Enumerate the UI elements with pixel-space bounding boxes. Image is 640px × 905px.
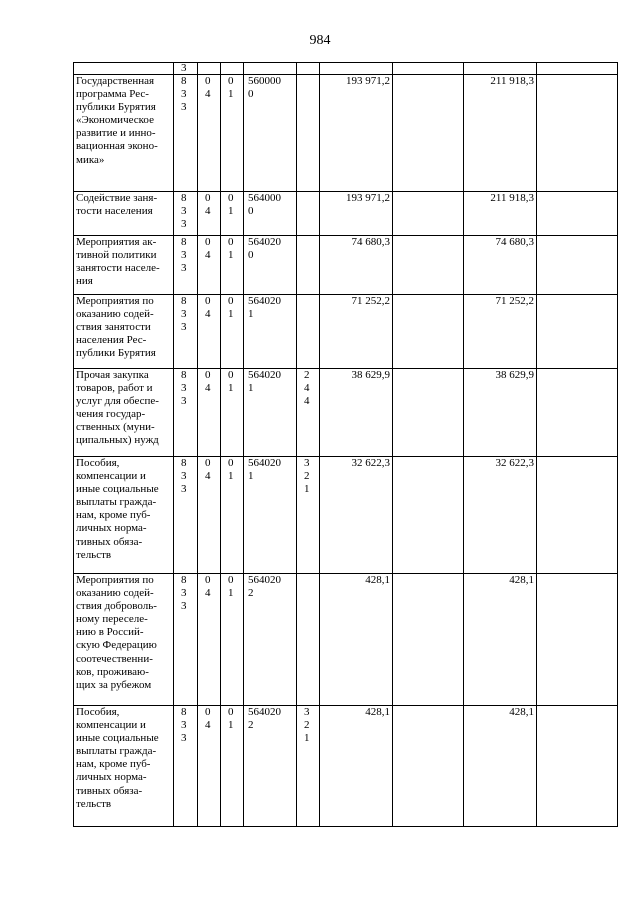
expense-type-cell xyxy=(297,236,320,295)
grbs-code-cell: 8 3 3 xyxy=(174,192,198,236)
amount-cell-1: 428,1 xyxy=(320,706,393,827)
amount-cell-1: 38 629,9 xyxy=(320,369,393,457)
table-row xyxy=(74,295,618,369)
table-row xyxy=(74,369,618,457)
amount-cell-1: 193 971,2 xyxy=(320,192,393,236)
item-name-cell: Мероприятия по оказанию содей- ствия занятости населения Рес- публики Бурятия xyxy=(74,295,174,369)
expense-type-cell: 3 2 1 xyxy=(297,457,320,574)
target-article-cell: 564020 0 xyxy=(244,236,297,295)
amount-cell-2 xyxy=(393,236,464,295)
table-row-continuation xyxy=(74,63,618,75)
amount-cell-3: 38 629,9 xyxy=(464,369,537,457)
grbs-code-cell: 8 3 3 xyxy=(174,706,198,827)
amount-cell-3: 211 918,3 xyxy=(464,75,537,192)
target-article-cell: 564000 0 xyxy=(244,192,297,236)
subsection-code-cell: 0 1 xyxy=(221,192,244,236)
amount-cell-4 xyxy=(537,236,618,295)
amount-cell-4 xyxy=(537,75,618,192)
subsection-code-cell: 0 1 xyxy=(221,295,244,369)
target-article-cell: 564020 1 xyxy=(244,457,297,574)
item-name-cell: Прочая закупка товаров, работ и услуг для обеспе- чения государ- ственных (муни- ципальных) нужд xyxy=(74,369,174,457)
amount-cell-2 xyxy=(393,574,464,706)
grbs-cell: 3 xyxy=(174,63,198,75)
subsection-code-cell: 0 1 xyxy=(221,75,244,192)
amount-cell-4 xyxy=(537,369,618,457)
amount-cell-1: 193 971,2 xyxy=(320,75,393,192)
amount-cell-3: 428,1 xyxy=(464,574,537,706)
grbs-code-cell: 8 3 3 xyxy=(174,236,198,295)
amount-cell-3: 74 680,3 xyxy=(464,236,537,295)
target-article-cell: 564020 1 xyxy=(244,369,297,457)
table-row xyxy=(74,236,618,295)
section-code-cell: 0 4 xyxy=(198,192,221,236)
grbs-code-cell: 8 3 3 xyxy=(174,457,198,574)
expense-type-cell: 3 2 1 xyxy=(297,706,320,827)
amount-cell-1: 74 680,3 xyxy=(320,236,393,295)
grbs-code-cell: 8 3 3 xyxy=(174,295,198,369)
table-row xyxy=(74,574,618,706)
grbs-code-cell: 8 3 3 xyxy=(174,369,198,457)
section-code-cell: 0 4 xyxy=(198,574,221,706)
amount-cell-2 xyxy=(393,369,464,457)
amount-cell-2 xyxy=(393,457,464,574)
amount-cell-2 xyxy=(393,192,464,236)
table-row xyxy=(74,706,618,827)
subsection-code-cell: 0 1 xyxy=(221,706,244,827)
target-article-cell: 560000 0 xyxy=(244,75,297,192)
target-article-cell: 564020 1 xyxy=(244,295,297,369)
item-name-cell: Пособия, компенсации и иные социальные выплаты гражда- нам, кроме пуб- личных норма- тивных обяза- тельств xyxy=(74,457,174,574)
subsection-code-cell: 0 1 xyxy=(221,369,244,457)
item-name-cell: Содействие заня- тости населения xyxy=(74,192,174,236)
table-row xyxy=(74,192,618,236)
amount-cell-4 xyxy=(537,574,618,706)
amount-cell-4 xyxy=(537,706,618,827)
expense-type-cell xyxy=(297,192,320,236)
subsection-code-cell: 0 1 xyxy=(221,574,244,706)
expense-type-cell: 2 4 4 xyxy=(297,369,320,457)
amount-cell-3: 32 622,3 xyxy=(464,457,537,574)
section-code-cell: 0 4 xyxy=(198,369,221,457)
amount-cell-4 xyxy=(537,457,618,574)
section-code-cell: 0 4 xyxy=(198,457,221,574)
amount-cell-1: 71 252,2 xyxy=(320,295,393,369)
amount-cell-4 xyxy=(537,295,618,369)
expense-type-cell xyxy=(297,574,320,706)
target-article-cell: 564020 2 xyxy=(244,706,297,827)
amount-cell-1: 32 622,3 xyxy=(320,457,393,574)
item-name-cell: Мероприятия по оказанию содей- ствия доброволь- ному переселе- нию в Россий- скую Федерацию соотечественни- ков, проживаю- щих за рубежом xyxy=(74,574,174,706)
amount-cell-3: 428,1 xyxy=(464,706,537,827)
page-number: 984 xyxy=(309,33,331,48)
item-name-cell: Пособия, компенсации и иные социальные выплаты гражда- нам, кроме пуб- личных норма- тивных обяза- тельств xyxy=(74,706,174,827)
amount-cell-2 xyxy=(393,706,464,827)
amount-cell-3: 71 252,2 xyxy=(464,295,537,369)
budget-table xyxy=(73,62,618,827)
amount-cell-2 xyxy=(393,75,464,192)
amount-cell-3: 211 918,3 xyxy=(464,192,537,236)
target-article-cell: 564020 2 xyxy=(244,574,297,706)
item-name-cell: Государственная программа Рес- публики Бурятия «Экономическое развитие и инно- вационная эконо- мика» xyxy=(74,75,174,192)
table-row xyxy=(74,457,618,574)
expense-type-cell xyxy=(297,75,320,192)
amount-cell-2 xyxy=(393,295,464,369)
section-code-cell: 0 4 xyxy=(198,236,221,295)
section-code-cell: 0 4 xyxy=(198,706,221,827)
amount-cell-1: 428,1 xyxy=(320,574,393,706)
subsection-code-cell: 0 1 xyxy=(221,457,244,574)
amount-cell-4 xyxy=(537,192,618,236)
grbs-code-cell: 8 3 3 xyxy=(174,75,198,192)
subsection-code-cell: 0 1 xyxy=(221,236,244,295)
expense-type-cell xyxy=(297,295,320,369)
grbs-code-cell: 8 3 3 xyxy=(174,574,198,706)
section-code-cell: 0 4 xyxy=(198,75,221,192)
table-row xyxy=(74,75,618,192)
section-code-cell: 0 4 xyxy=(198,295,221,369)
item-name-cell: Мероприятия ак- тивной политики занятости населе- ния xyxy=(74,236,174,295)
